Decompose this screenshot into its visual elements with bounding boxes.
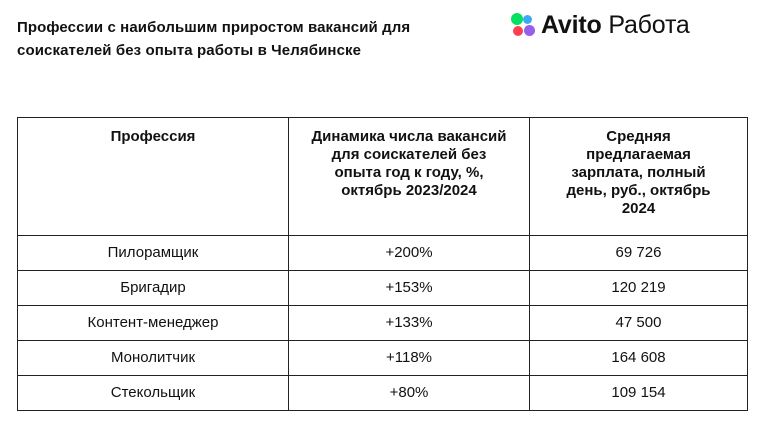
table-header-row [18, 118, 748, 236]
cell-salary: 69 726 [530, 236, 748, 271]
table-row [18, 271, 748, 306]
cell-profession: Бригадир [18, 271, 289, 306]
vacancies-table [17, 117, 748, 411]
cell-salary: 47 500 [530, 306, 748, 341]
logo-product: Работа [608, 11, 690, 39]
logo-text [541, 10, 690, 40]
page-title: Профессии с наибольшим приростом вакансий для соискателей без опыта работы в Челябинске [17, 19, 411, 59]
cell-salary: 164 608 [530, 341, 748, 376]
avito-rabota-logo [511, 10, 690, 40]
logo-dot-purple [524, 25, 535, 36]
cell-salary: 109 154 [530, 376, 748, 411]
header-dynamics-text: Динамика числа вакансий для соискателей без опыта год к году, %, октябрь 2023/2024 [311, 128, 507, 199]
cell-salary: 120 219 [530, 271, 748, 306]
logo-dot-green [511, 13, 523, 25]
cell-dynamics: +153% [289, 271, 530, 306]
header-salary [530, 118, 748, 236]
table-row [18, 376, 748, 411]
cell-profession: Пилорамщик [18, 236, 289, 271]
header-profession [18, 118, 289, 236]
cell-dynamics: +118% [289, 341, 530, 376]
cell-profession: Контент-менеджер [18, 306, 289, 341]
table-row [18, 306, 748, 341]
cell-dynamics: +200% [289, 236, 530, 271]
header-profession-text: Профессия [110, 128, 196, 145]
header-salary-text: Средняя предлагаемая зарплата, полный день, руб., октябрь 2024 [566, 128, 711, 217]
logo-brand: Avito [541, 11, 602, 39]
avito-dots-icon [511, 13, 535, 37]
logo-dot-blue [523, 15, 532, 24]
cell-dynamics: +80% [289, 376, 530, 411]
table-row [18, 341, 748, 376]
logo-dot-red [513, 26, 523, 36]
cell-profession: Стекольщик [18, 376, 289, 411]
table-row [18, 236, 748, 271]
cell-dynamics: +133% [289, 306, 530, 341]
header-dynamics [289, 118, 530, 236]
cell-profession: Монолитчик [18, 341, 289, 376]
